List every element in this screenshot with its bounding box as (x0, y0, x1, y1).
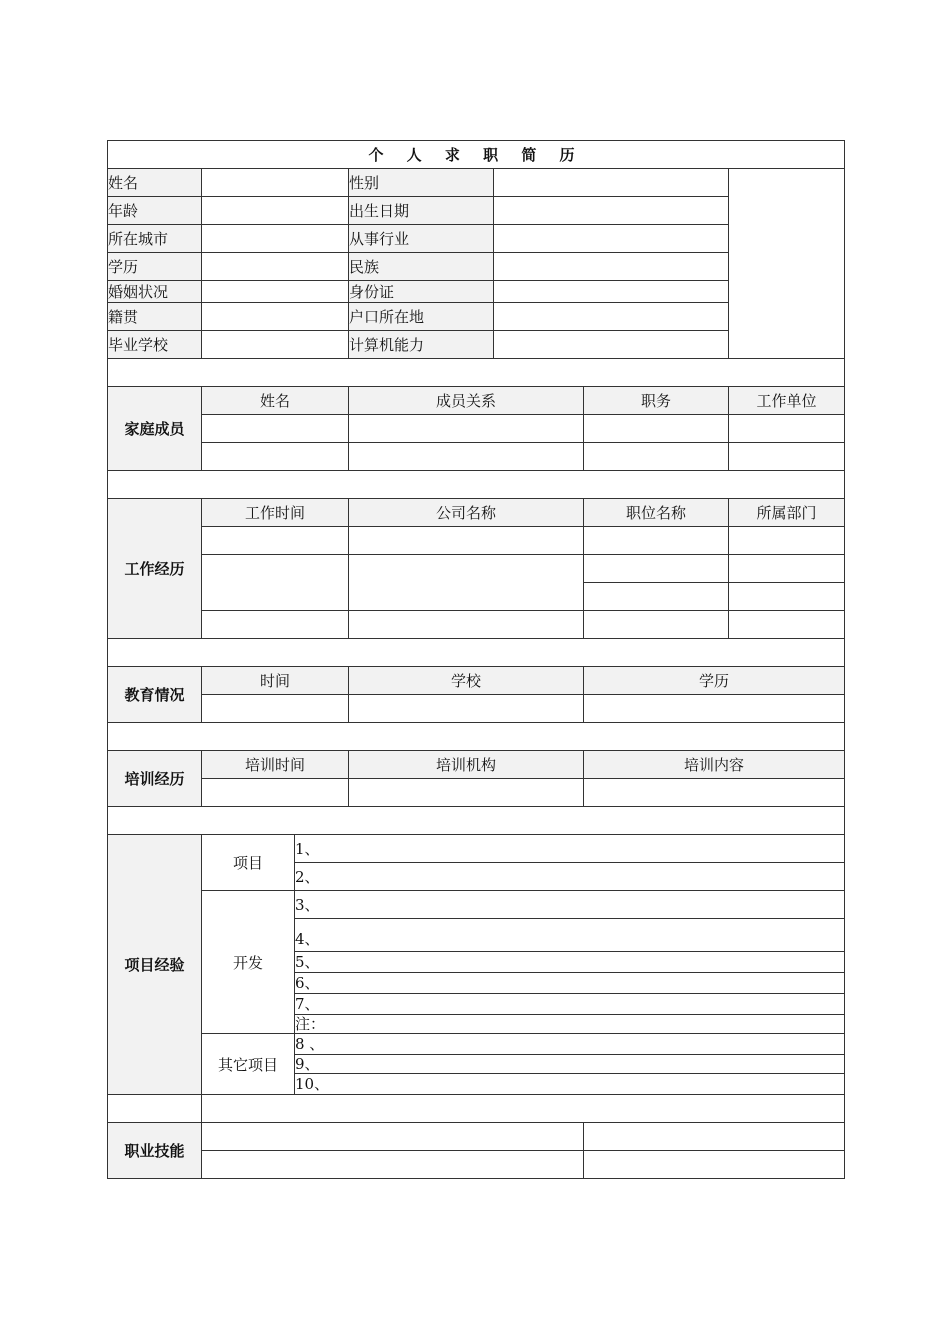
work-cell[interactable] (349, 611, 584, 639)
skills-cell[interactable] (202, 1151, 584, 1179)
family-header-position: 职务 (584, 387, 729, 415)
name-field[interactable] (202, 169, 349, 197)
label-computer-skill: 计算机能力 (349, 331, 494, 359)
work-cell[interactable] (584, 583, 729, 611)
training-cell[interactable] (349, 779, 584, 807)
family-cell[interactable] (584, 443, 729, 471)
table-row (108, 527, 845, 555)
education-cell[interactable] (349, 695, 584, 723)
family-cell[interactable] (202, 443, 349, 471)
education-cell[interactable] (202, 695, 349, 723)
project-item[interactable]: 1、 (295, 835, 845, 863)
work-cell[interactable] (202, 611, 349, 639)
work-cell[interactable] (202, 555, 349, 611)
table-row (108, 611, 845, 639)
family-header-name: 姓名 (202, 387, 349, 415)
resume-sheet (107, 140, 844, 1179)
project-group-label: 其它项目 (202, 1034, 295, 1095)
table-row (108, 779, 845, 807)
label-household: 户口所在地 (349, 303, 494, 331)
project-group-label: 项目 (202, 835, 295, 891)
education-cell[interactable] (584, 695, 845, 723)
id-card-field[interactable] (494, 281, 729, 303)
skills-cell[interactable] (584, 1151, 845, 1179)
label-ethnicity: 民族 (349, 253, 494, 281)
education-section-label: 教育情况 (108, 667, 202, 723)
education-header-school: 学校 (349, 667, 584, 695)
gender-field[interactable] (494, 169, 729, 197)
work-cell[interactable] (729, 611, 845, 639)
skills-section-label: 职业技能 (108, 1123, 202, 1179)
project-item[interactable]: 9、 (295, 1055, 845, 1074)
work-cell[interactable] (349, 555, 584, 611)
skills-cell[interactable] (202, 1123, 584, 1151)
city-field[interactable] (202, 225, 349, 253)
family-cell[interactable] (202, 415, 349, 443)
label-school: 毕业学校 (108, 331, 202, 359)
label-age: 年龄 (108, 197, 202, 225)
spacer-row (108, 639, 845, 667)
training-cell[interactable] (584, 779, 845, 807)
label-gender: 性别 (349, 169, 494, 197)
computer-skill-field[interactable] (494, 331, 729, 359)
education-header-degree: 学历 (584, 667, 845, 695)
education-field[interactable] (202, 253, 349, 281)
project-note[interactable]: 注： (295, 1015, 845, 1034)
page-title: 个 人 求 职 简 历 (108, 141, 845, 169)
work-header-company: 公司名称 (349, 499, 584, 527)
spacer-cell (108, 1095, 202, 1123)
label-id-card: 身份证 (349, 281, 494, 303)
training-header-time: 培训时间 (202, 751, 349, 779)
family-cell[interactable] (729, 443, 845, 471)
table-row (108, 555, 845, 583)
family-cell[interactable] (584, 415, 729, 443)
work-cell[interactable] (729, 555, 845, 583)
resume-table (107, 140, 845, 1179)
work-cell[interactable] (729, 583, 845, 611)
label-industry: 从事行业 (349, 225, 494, 253)
project-item[interactable]: 2、 (295, 863, 845, 891)
household-field[interactable] (494, 303, 729, 331)
table-row (108, 443, 845, 471)
spacer-cell (202, 1095, 845, 1123)
project-item[interactable]: 7、 (295, 994, 845, 1015)
projects-section-label: 项目经验 (108, 835, 202, 1095)
label-native-place: 籍贯 (108, 303, 202, 331)
project-item[interactable]: 6、 (295, 973, 845, 994)
industry-field[interactable] (494, 225, 729, 253)
label-education: 学历 (108, 253, 202, 281)
marital-status-field[interactable] (202, 281, 349, 303)
work-header-department: 所属部门 (729, 499, 845, 527)
work-cell[interactable] (584, 555, 729, 583)
family-cell[interactable] (729, 415, 845, 443)
photo-box[interactable] (729, 169, 845, 359)
project-item[interactable]: 5、 (295, 952, 845, 973)
birth-date-field[interactable] (494, 197, 729, 225)
family-header-employer: 工作单位 (729, 387, 845, 415)
label-marital-status: 婚姻状况 (108, 281, 202, 303)
spacer-row (108, 359, 845, 387)
label-birth-date: 出生日期 (349, 197, 494, 225)
label-city: 所在城市 (108, 225, 202, 253)
table-row (108, 415, 845, 443)
work-cell[interactable] (202, 527, 349, 555)
age-field[interactable] (202, 197, 349, 225)
skills-cell[interactable] (584, 1123, 845, 1151)
training-header-content: 培训内容 (584, 751, 845, 779)
training-header-institution: 培训机构 (349, 751, 584, 779)
project-item[interactable]: 4、 (295, 919, 845, 952)
spacer-row (108, 723, 845, 751)
project-item[interactable]: 8 、 (295, 1034, 845, 1055)
family-header-relation: 成员关系 (349, 387, 584, 415)
project-item[interactable]: 3、 (295, 891, 845, 919)
work-section-label: 工作经历 (108, 499, 202, 639)
education-header-time: 时间 (202, 667, 349, 695)
work-header-title: 职位名称 (584, 499, 729, 527)
school-field[interactable] (202, 331, 349, 359)
work-cell[interactable] (584, 611, 729, 639)
ethnicity-field[interactable] (494, 253, 729, 281)
training-section-label: 培训经历 (108, 751, 202, 807)
family-cell[interactable] (349, 415, 584, 443)
project-group-label: 开发 (202, 891, 295, 1034)
spacer-row (108, 471, 845, 499)
label-name: 姓名 (108, 169, 202, 197)
native-place-field[interactable] (202, 303, 349, 331)
work-cell[interactable] (584, 527, 729, 555)
work-header-time: 工作时间 (202, 499, 349, 527)
training-cell[interactable] (202, 779, 349, 807)
work-cell[interactable] (729, 527, 845, 555)
table-row (108, 695, 845, 723)
work-cell[interactable] (349, 527, 584, 555)
family-section-label: 家庭成员 (108, 387, 202, 471)
project-item[interactable]: 10、 (295, 1074, 845, 1095)
spacer-row (108, 807, 845, 835)
family-cell[interactable] (349, 443, 584, 471)
